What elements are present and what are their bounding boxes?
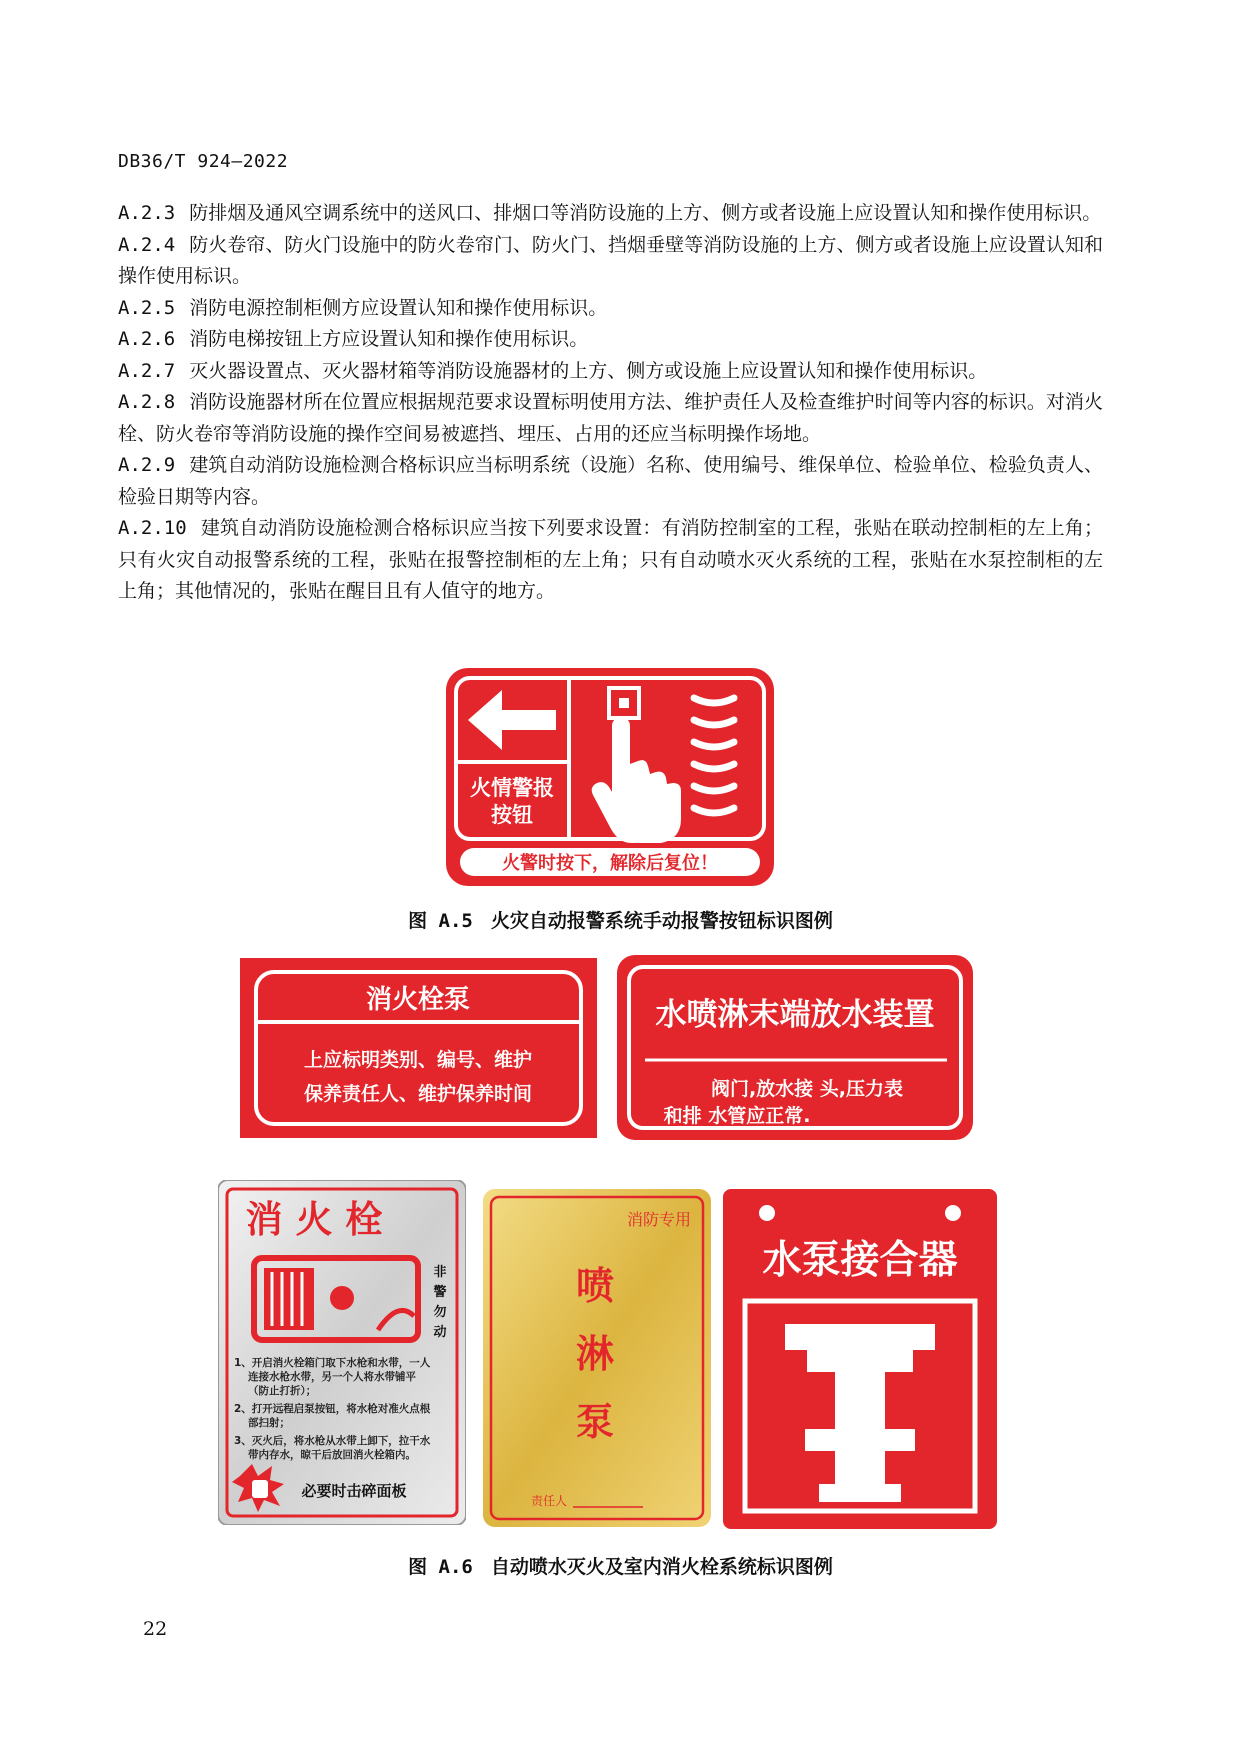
clause-a-2-10 <box>118 513 1103 608</box>
fire-hydrant-sign <box>218 1180 466 1525</box>
clause-text: 防排烟及通风空调系统中的送风口、排烟口等消防设施的上方、侧方或者设施上应设置认知和操作使用标识。 <box>189 202 1102 224</box>
hydrant-step-line: 部扫射； <box>248 1417 290 1429</box>
hydrant-step-line: 2、打开远程启泵按钮，将水枪对准火点根 <box>234 1403 431 1415</box>
clause-a-2-5 <box>118 293 1103 325</box>
alarm-button-label-line1: 火情警报 <box>470 776 554 800</box>
hydrant-step-line: （防止打折）； <box>248 1385 317 1397</box>
hydrant-pump-line2: 保养责任人、维护保养时间 <box>303 1083 533 1105</box>
clause-a-2-4 <box>118 230 1103 293</box>
sprinkler-pump-char-3: 泵 <box>575 1400 615 1444</box>
clause-number: A.2.7 <box>118 359 176 382</box>
hydrant-side-char-3: 勿 <box>433 1305 447 1320</box>
sprinkler-pump-char-1: 喷 <box>575 1264 615 1308</box>
clause-number: A.2.9 <box>118 454 176 476</box>
drain-device-title: 水喷淋末端放水装置 <box>655 997 935 1033</box>
drain-device-sign <box>617 955 973 1140</box>
hydrant-step-line: 3、灭火后，将水枪从水带上卸下，拉干水 <box>234 1435 431 1447</box>
clause-text: 建筑自动消防设施检测合格标识应当标明系统（设施）名称、使用编号、维保单位、检验单位、检验负责人、检验日期等内容。 <box>118 454 1103 508</box>
clause-a-2-3 <box>118 198 1103 230</box>
hydrant-pump-sign <box>240 958 597 1138</box>
figure-a6-caption <box>0 1552 1241 1579</box>
break-glass-text: 必要时击碎面板 <box>301 1482 407 1500</box>
sprinkler-pump-top-text: 消防专用 <box>626 1210 692 1229</box>
hydrant-step-line: 带内存水，晾干后放回消火栓箱内。 <box>248 1449 416 1461</box>
page-number: 22 <box>143 1618 168 1640</box>
figure-a5-caption <box>0 906 1241 933</box>
clause-text: 消防电梯按钮上方应设置认知和操作使用标识。 <box>189 328 589 350</box>
figure-caption-text: 火灾自动报警系统手动报警按钮标识图例 <box>490 910 833 932</box>
drain-device-line1: 阀门,放水接 头,压力表 <box>710 1078 904 1100</box>
clause-list <box>118 198 1103 608</box>
alarm-button-label-line2: 按钮 <box>491 803 533 827</box>
clause-number: A.2.8 <box>118 391 176 413</box>
fire-hydrant-title: 消 火 栓 <box>245 1198 383 1241</box>
clause-number: A.2.4 <box>118 233 176 256</box>
drain-device-line2: 和排 水管应正常. <box>663 1105 811 1127</box>
clause-text: 消防设施器材所在位置应根据规范要求设置标明使用方法、维护责任人及检查维护时间等内容的标识。对消火栓、防火卷帘等消防设施的操作空间易被遮挡、埋压、占用的还应当标明操作场地。 <box>118 391 1103 445</box>
figure-caption-text: 自动喷水灭火及室内消火栓系统标识图例 <box>490 1556 833 1578</box>
clause-number: A.2.5 <box>118 296 176 319</box>
hydrant-side-char-4: 动 <box>433 1325 447 1340</box>
figure-number: 图 A.6 <box>408 1556 473 1578</box>
clause-text: 建筑自动消防设施检测合格标识应当按下列要求设置：有消防控制室的工程，张贴在联动控制柜的左上角；只有火灾自动报警系统的工程，张贴在报警控制柜的左上角；只有自动喷水灭火系统的工程，张贴在水泵控制柜的左上角；其他情况的，张贴在醒目且有人值守的地方。 <box>118 517 1103 602</box>
sprinkler-pump-char-2: 淋 <box>575 1332 615 1376</box>
alarm-button-sign <box>446 668 774 886</box>
hydrant-side-char-2: 警 <box>433 1285 447 1300</box>
clause-a-2-9 <box>118 450 1103 513</box>
pump-adapter-title: 水泵接合器 <box>762 1238 958 1283</box>
clause-a-2-8 <box>118 387 1103 450</box>
hydrant-pump-line1: 上应标明类别、编号、维护 <box>303 1049 533 1071</box>
sprinkler-pump-owner-label: 责任人 <box>530 1494 568 1508</box>
clause-number: A.2.6 <box>118 328 176 350</box>
clause-text: 灭火器设置点、灭火器材箱等消防设施器材的上方、侧方或设施上应设置认知和操作使用标识。 <box>189 359 988 382</box>
clause-text: 消防电源控制柜侧方应设置认知和操作使用标识。 <box>189 296 608 319</box>
clause-number: A.2.10 <box>118 517 187 539</box>
hydrant-step-line: 连接水枪水带，另一个人将水带铺平 <box>248 1371 416 1383</box>
pump-adapter-sign <box>723 1189 997 1529</box>
figure-number: 图 A.5 <box>408 910 473 932</box>
sprinkler-pump-sign <box>483 1189 711 1527</box>
clause-text: 防火卷帘、防火门设施中的防火卷帘门、防火门、挡烟垂壁等消防设施的上方、侧方或者设施上应设置认知和操作使用标识。 <box>118 233 1103 287</box>
clause-number: A.2.3 <box>118 202 176 224</box>
alarm-button-instruction: 火警时按下，解除后复位！ <box>502 853 718 874</box>
hydrant-pump-title: 消火栓泵 <box>365 985 471 1015</box>
clause-a-2-6 <box>118 324 1103 356</box>
document-code: DB36/T 924—2022 <box>118 151 289 172</box>
hydrant-side-char-1: 非 <box>433 1265 447 1280</box>
clause-a-2-7 <box>118 356 1103 388</box>
hydrant-step-line: 1、开启消火栓箱门取下水枪和水带，一人 <box>234 1357 431 1369</box>
